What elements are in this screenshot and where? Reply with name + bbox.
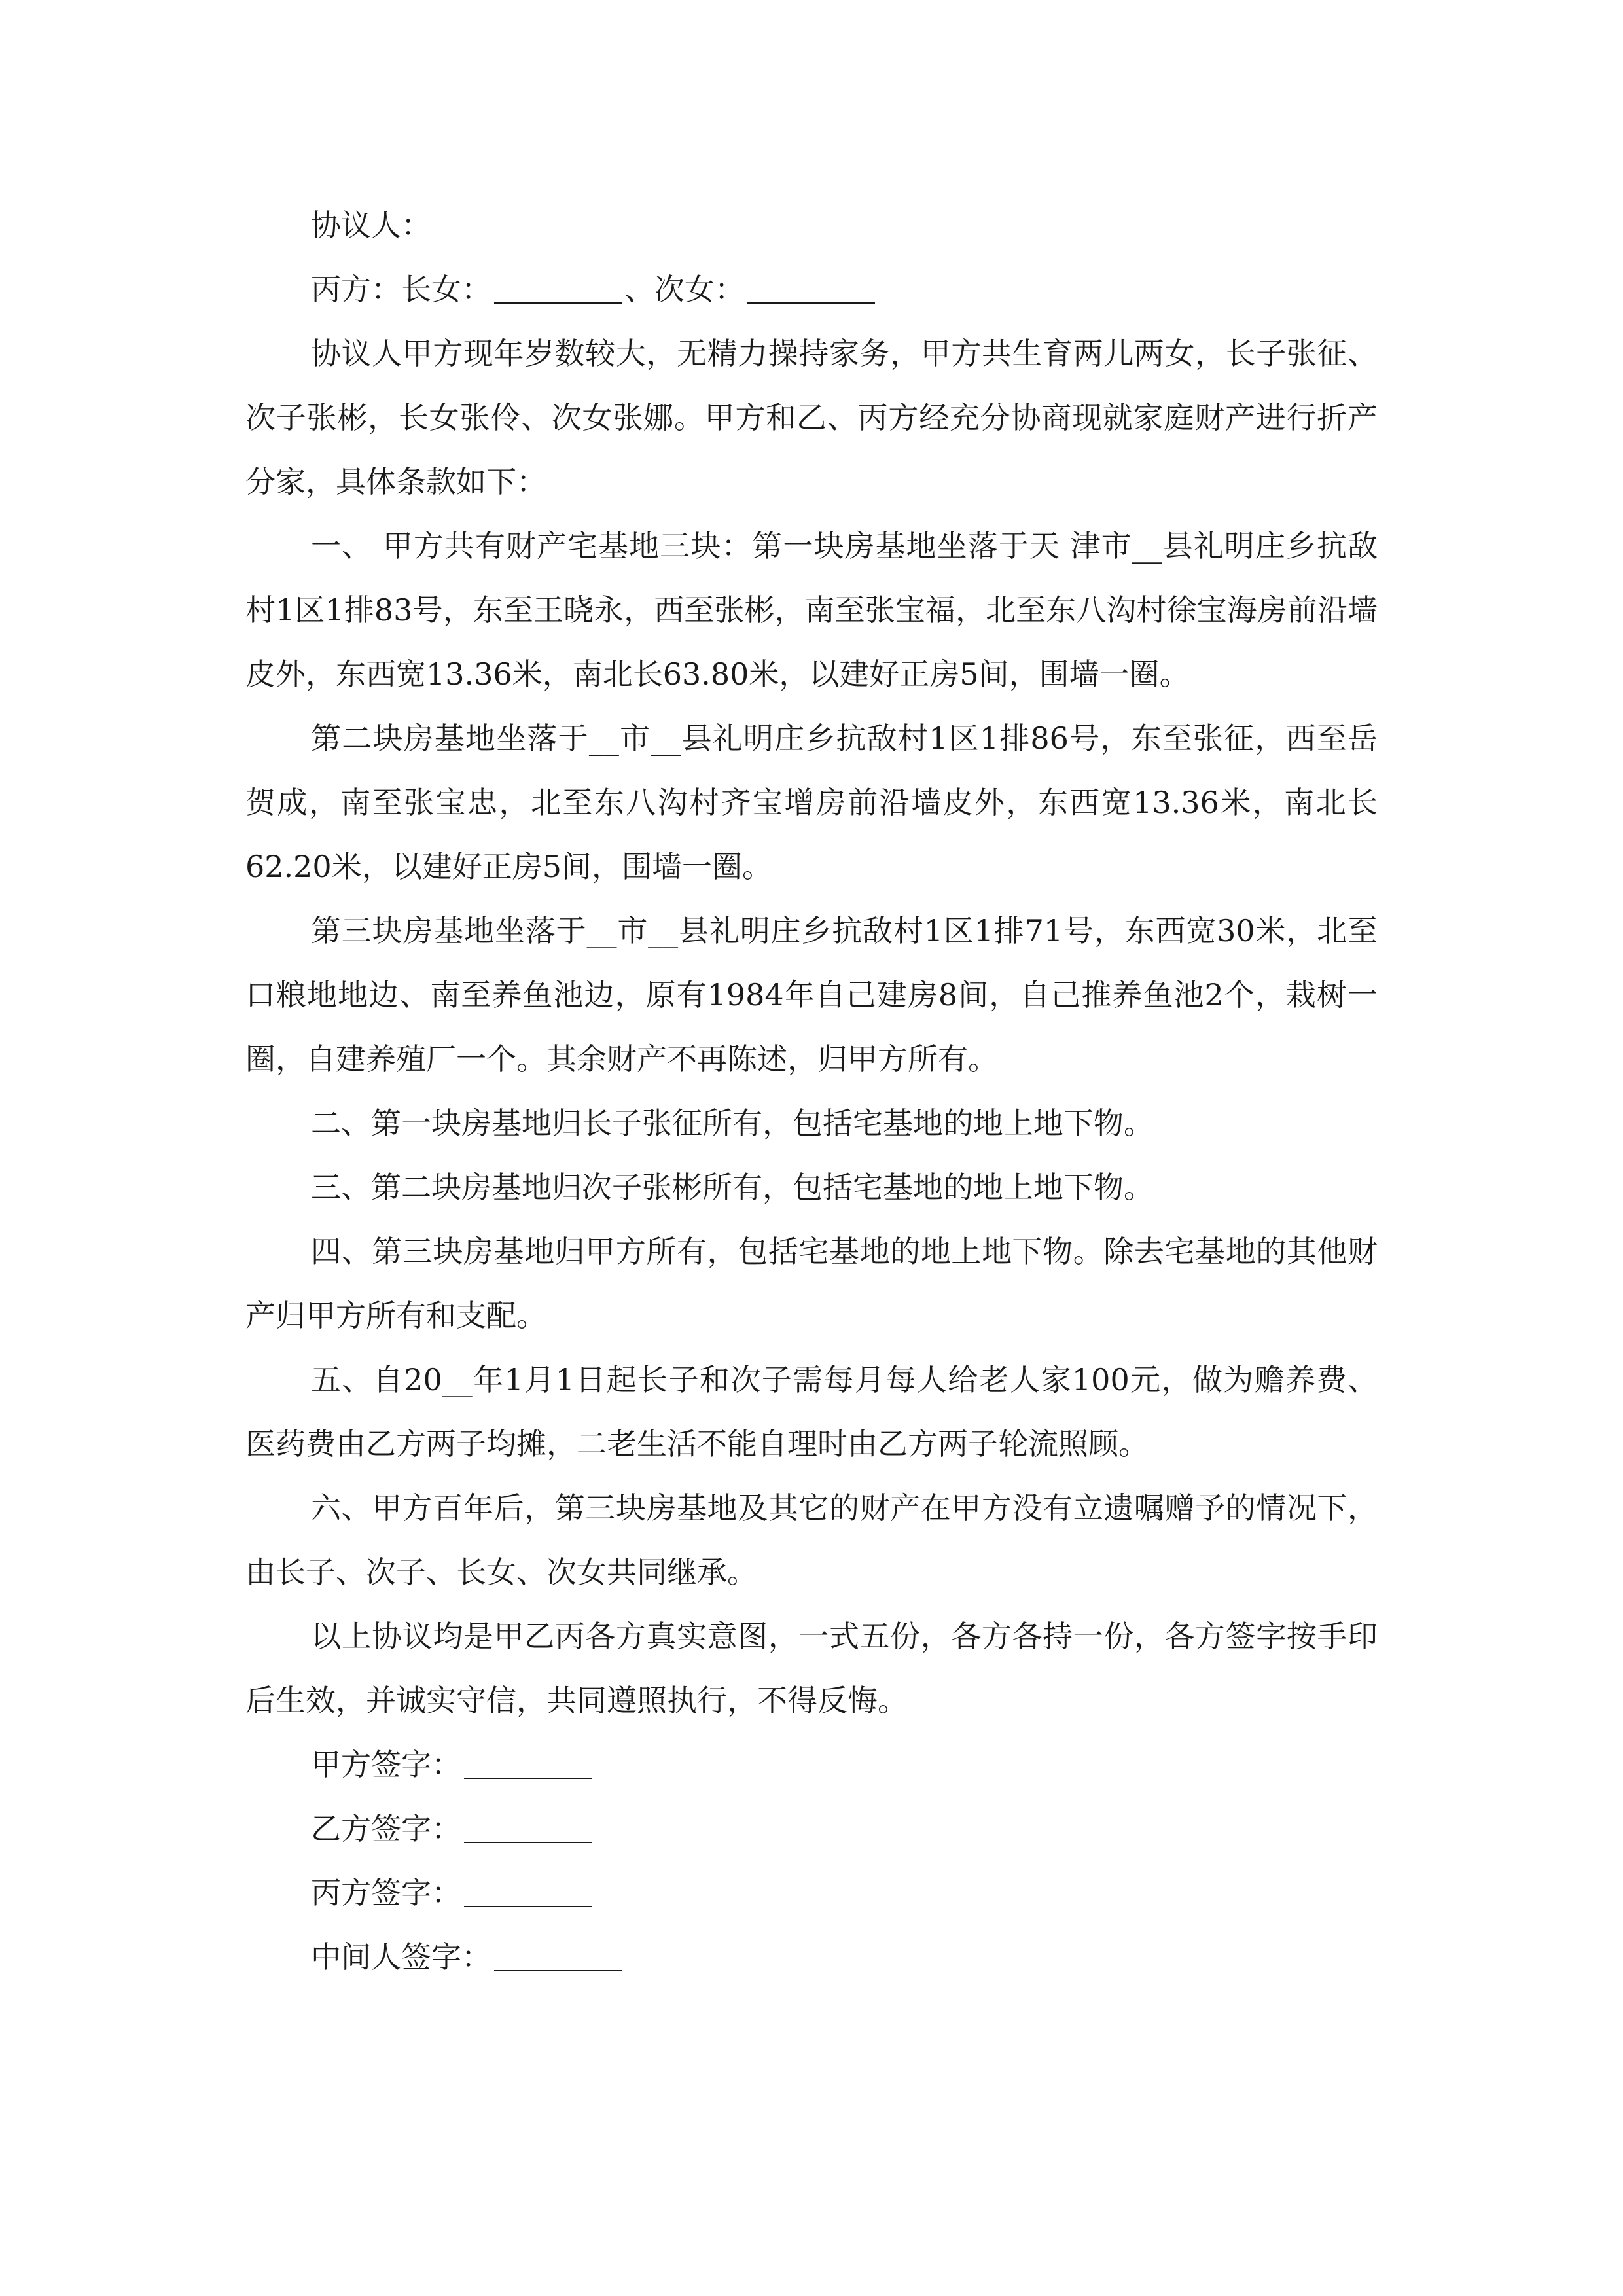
- paragraph-clause-2: 二、第一块房基地归长子张征所有，包括宅基地的地上地下物。: [311, 1105, 1154, 1141]
- paragraph-clause-4: 四、第三块房基地归甲方所有，包括宅基地的地上地下物。除去宅基地的其他财产归甲方所有和支配。: [245, 1234, 1378, 1333]
- signature-middleman-label: 中间人签字：: [311, 1939, 491, 1975]
- signature-middleman: [245, 1925, 1378, 1989]
- signature-party-c-blank[interactable]: [464, 1876, 592, 1907]
- signature-party-b: [245, 1797, 1378, 1861]
- party-c-sep: 、次女：: [624, 272, 745, 307]
- signature-middleman-blank[interactable]: [494, 1940, 622, 1971]
- party-c-line: [245, 257, 1378, 321]
- paragraph-clause-6: 六、甲方百年后，第三块房基地及其它的财产在甲方没有立遗嘱赠予的情况下，由长子、次子、长女、次女共同继承。: [245, 1490, 1378, 1590]
- agreement-body: [245, 193, 1378, 1989]
- party-header: 协议人：: [311, 207, 431, 243]
- signature-party-c: [245, 1861, 1378, 1925]
- eldest-daughter-blank[interactable]: [494, 272, 622, 304]
- second-daughter-blank[interactable]: [747, 272, 875, 304]
- signature-party-a-blank[interactable]: [464, 1748, 592, 1779]
- paragraph-plot-3: 第三块房基地坐落于__市__县礼明庄乡抗敌村1区1排71号，东西宽30米，北至口粮地地边、南至养鱼池边，原有1984年自己建房8间，自己推养鱼池2个，栽树一圈，自建养殖厂一个。其余财产不再陈述，归甲方所有。: [245, 913, 1378, 1077]
- paragraph-plot-2: 第二块房基地坐落于__市__县礼明庄乡抗敌村1区1排86号，东至张征，西至岳贺成，南至张宝忠，北至东八沟村齐宝增房前沿墙皮外，东西宽13.36米，南北长62.20米，以建好正房5间，围墙一圈。: [245, 721, 1378, 884]
- party-c-prefix: 丙方：长女：: [311, 272, 491, 307]
- paragraph-clause-5: 五、自20__年1月1日起长子和次子需每月每人给老人家100元，做为赡养费、医药费由乙方两子均摊，二老生活不能自理时由乙方两子轮流照顾。: [245, 1362, 1378, 1462]
- paragraph-intro: 协议人甲方现年岁数较大，无精力操持家务，甲方共生育两儿两女，长子张征、次子张彬，长女张伶、次女张娜。甲方和乙、丙方经充分协商现就家庭财产进行折产分家，具体条款如下：: [245, 336, 1378, 499]
- signature-party-b-blank[interactable]: [464, 1812, 592, 1843]
- signature-party-c-label: 丙方签字：: [311, 1875, 461, 1910]
- signature-party-b-label: 乙方签字：: [311, 1811, 461, 1846]
- paragraph-closing: 以上协议均是甲乙丙各方真实意图，一式五份，各方各持一份，各方签字按手印后生效，并诚实守信，共同遵照执行，不得反悔。: [245, 1619, 1378, 1718]
- paragraph-clause-1: 一、 甲方共有财产宅基地三块：第一块房基地坐落于天 津市__县礼明庄乡抗敌村1区1排83号，东至王晓永，西至张彬，南至张宝福，北至东八沟村徐宝海房前沿墙皮外，东西宽13.36米，南北长63.80米，以建好正房5间，围墙一圈。: [245, 528, 1378, 692]
- signature-party-a: [245, 1732, 1378, 1797]
- signature-party-a-label: 甲方签字：: [311, 1747, 461, 1782]
- paragraph-clause-3: 三、第二块房基地归次子张彬所有，包括宅基地的地上地下物。: [311, 1170, 1154, 1205]
